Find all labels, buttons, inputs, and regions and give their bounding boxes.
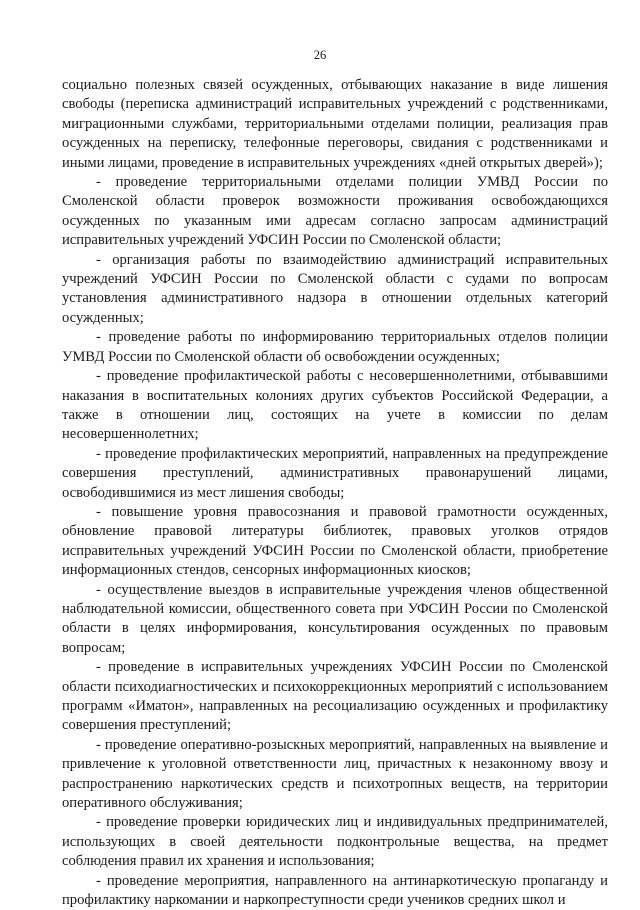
page-number: 26 [313,48,327,62]
list-item-legal-literacy: - повышение уровня правосознания и правовой грамотности осужденных, обновление правовой литературы библиотек, правовых уголков отрядов исправительных учреждений УФСИН России по Смоленской области, приобретение информационных стендов, сенсорных информационных киосков; [62,503,608,579]
list-item-operative-measures: - проведение оперативно-розыскных мероприятий, направленных на выявление и привлечение к уголовной ответственности лиц, причастных к незаконному ввозу и распространению наркотических средств и психотропных веществ, на территории оперативного обслуживания; [62,736,608,812]
paragraph-continuation: социально полезных связей осужденных, отбывающих наказание в виде лишения свободы (переписка администраций исправительных учреждений с родственниками, миграционными службами, территориальными отделами полиции, реализация прав осужденных на переписку, телефонные переговоры, свидания с родственниками и иными лицами, проведение в исправительных учреждениях «дней открытых дверей»); [62,77,608,171]
list-item-commission-visits: - осуществление выездов в исправительные учреждения членов общественной наблюдательной комиссии, общественного совета при УФСИН России по Смоленской области в целях информирования, консультирования осужденных по правовым вопросам; [62,581,608,656]
list-item-entity-inspection: - проведение проверки юридических лиц и индивидуальных предпринимателей, использующих в своей деятельности подконтрольные вещества, на предмет соблюдения правил их хранения и использования; [62,814,608,870]
list-item-anti-drug-propaganda: - проведение мероприятия, направленного на антинаркотическую пропаганду и профилактику наркомании и наркопреступности среди учеников средних школ и [62,872,608,909]
list-item-release-notification: - проведение работы по информированию территориальных отделов полиции УМВД России по Смоленской области об освобождении осужденных; [62,329,608,365]
list-item-police-checks: - проведение территориальными отделами полиции УМВД России по Смоленской области проверок возможности проживания освобождающихся осужденных по указанным ими адресам согласно запросам администраций исправительных учреждений УФСИН России по Смоленской области; [62,174,608,249]
document-body [62,76,608,910]
list-item-juvenile-prevention: - проведение профилактической работы с несовершеннолетними, отбывавшими наказания в воспитательных колониях других субъектов Российской Федерации, а также в отношении лиц, состоящих на учете в комиссии по делам несовершеннолетних; [62,368,608,443]
list-item-court-cooperation: - организация работы по взаимодействию администраций исправительных учреждений УФСИН России по Смоленской области с судами по вопросам установления административного надзора в отношении отдельных категорий осужденных; [62,251,608,326]
list-item-crime-prevention: - проведение профилактических мероприятий, направленных на предупреждение совершения преступлений, административных правонарушений лицами, освободившимися из мест лишения свободы; [62,445,608,501]
list-item-psychodiagnostics: - проведение в исправительных учреждениях УФСИН России по Смоленской области психодиагностических и психокоррекционных мероприятий с использованием программ «Иматон», направленных на ресоциализацию осужденных и профилактику совершения преступлений; [62,659,608,734]
